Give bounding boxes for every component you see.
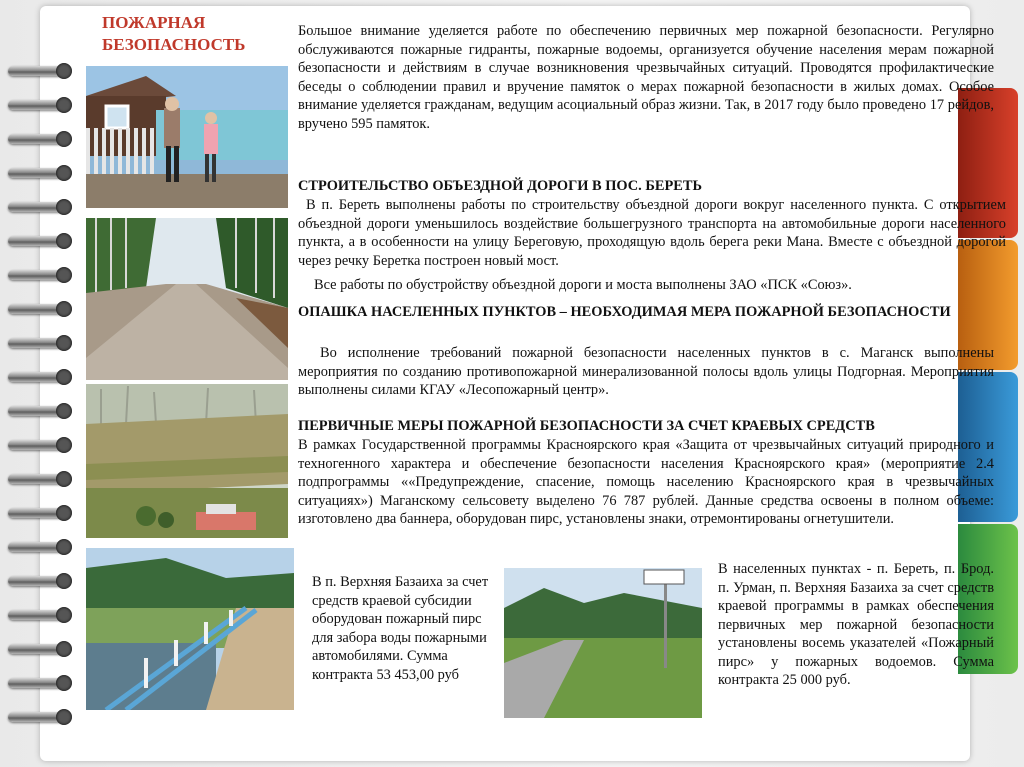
photo-fire-pier bbox=[86, 548, 294, 710]
photo-pier-sign bbox=[504, 568, 702, 718]
binder-ring bbox=[2, 164, 68, 182]
funds-heading: ПЕРВИЧНЫЕ МЕРЫ ПОЖАРНОЙ БЕЗОПАСНОСТИ ЗА СЧЕТ КРАЕВЫХ СРЕДСТВ bbox=[298, 418, 875, 434]
intro-paragraph: Большое внимание уделяется работе по обеспечению первичных мер пожарной безопасности. Регулярно обслуживаются пожарные гидранты, пожарные водоемы, организуется обучение населения мерам пожарной безопасности и действиям в случае возникновения чрезвычайных ситуаций. Проводятся профилактические беседы о соблюдении правил и вручение памяток о мерах пожарной безопасности в жилых домах. Особое внимание уделяется гражданам, ведущим асоциальный образ жизни. Так, в 2017 году было проведено 17 рейдов, вручено 595 памяток. bbox=[298, 23, 994, 132]
binder-ring bbox=[2, 504, 68, 522]
photo-bypass-road bbox=[86, 218, 288, 380]
binder-ring bbox=[2, 266, 68, 284]
firebreak-paragraph: Во исполнение требований пожарной безопасности населенных пунктов в с. Маганск выполнены мероприятия по созданию противопожарной минерализованной полосы вдоль улицы Подгорная. Мероприятия выполнены силами КГАУ «Лесопожарный центр». bbox=[298, 345, 994, 398]
binder-ring bbox=[2, 470, 68, 488]
spiral-binding bbox=[0, 0, 70, 767]
binder-ring bbox=[2, 198, 68, 216]
binder-ring bbox=[2, 538, 68, 556]
binder-ring bbox=[2, 606, 68, 624]
binder-ring bbox=[2, 96, 68, 114]
funds-paragraph: В рамках Государственной программы Красноярского края «Защита от чрезвычайных ситуаций природного и техногенного характера и обеспечение безопасности населения Красноярского края» (мероприятие 2.4 подпрограммы ««Предупреждение, спасение, помощь населению Красноярского края в чрезвычайных ситуациях») Маганскому сельсовету выделено 76 787 рублей. Данные средства освоены в полном объеме: изготовлено два баннера, оборудован пирс, установлены знаки, отремонтированы огнетушители. bbox=[298, 437, 994, 527]
binder-ring bbox=[2, 130, 68, 148]
binder-ring bbox=[2, 708, 68, 726]
binder-ring bbox=[2, 62, 68, 80]
binder-ring bbox=[2, 232, 68, 250]
signs-paragraph: В населенных пунктах - п. Береть, п. Брод. п. Урман, п. Верхняя Базаиха за счет средств краевой программы в рамках обеспечения первичных мер пожарной безопасности установлены восемь указателей «Пожарный пирс» у пожарных водоемов. Сумма контракта 25 000 руб. bbox=[718, 561, 994, 688]
page-title: ПОЖАРНАЯ БЕЗОПАСНОСТЬ bbox=[102, 13, 246, 54]
binder-ring bbox=[2, 402, 68, 420]
binder-ring bbox=[2, 674, 68, 692]
binder-ring bbox=[2, 368, 68, 386]
pier-paragraph: В п. Верхняя Базаиха за счет средств краевой субсидии оборудован пожарный пирс для забора воды пожарными автомобилями. Сумма контракта 53 453,00 руб bbox=[312, 574, 489, 683]
photo-firebreak-strip bbox=[86, 384, 288, 538]
binder-ring bbox=[2, 300, 68, 318]
road-contractor-paragraph: Все работы по обустройству объездной дороги и моста выполнены ЗАО «ПСК «Союз». bbox=[314, 277, 852, 293]
road-heading: СТРОИТЕЛЬСТВО ОБЪЕЗДНОЙ ДОРОГИ В ПОС. БЕРЕТЬ bbox=[298, 178, 702, 194]
binder-ring bbox=[2, 334, 68, 352]
photo-fire-safety-visit bbox=[86, 66, 288, 208]
binder-ring bbox=[2, 640, 68, 658]
binder-ring bbox=[2, 572, 68, 590]
firebreak-heading: ОПАШКА НАСЕЛЕННЫХ ПУНКТОВ – НЕОБХОДИМАЯ МЕРА ПОЖАРНОЙ БЕЗОПАСНОСТИ bbox=[298, 304, 951, 320]
road-paragraph: В п. Береть выполнены работы по строительству объездной дороги вокруг населенного пункта. С открытием объездной дороги уменьшилось воздействие большегрузного транспорта на автомобильные дороги населенного пункта, а в особенности на улицу Береговую, проходящую вдоль берега реки Мана. Вместе с объездной дорогой через речку Беретка построен новый мост. bbox=[298, 197, 1006, 269]
binder-ring bbox=[2, 436, 68, 454]
